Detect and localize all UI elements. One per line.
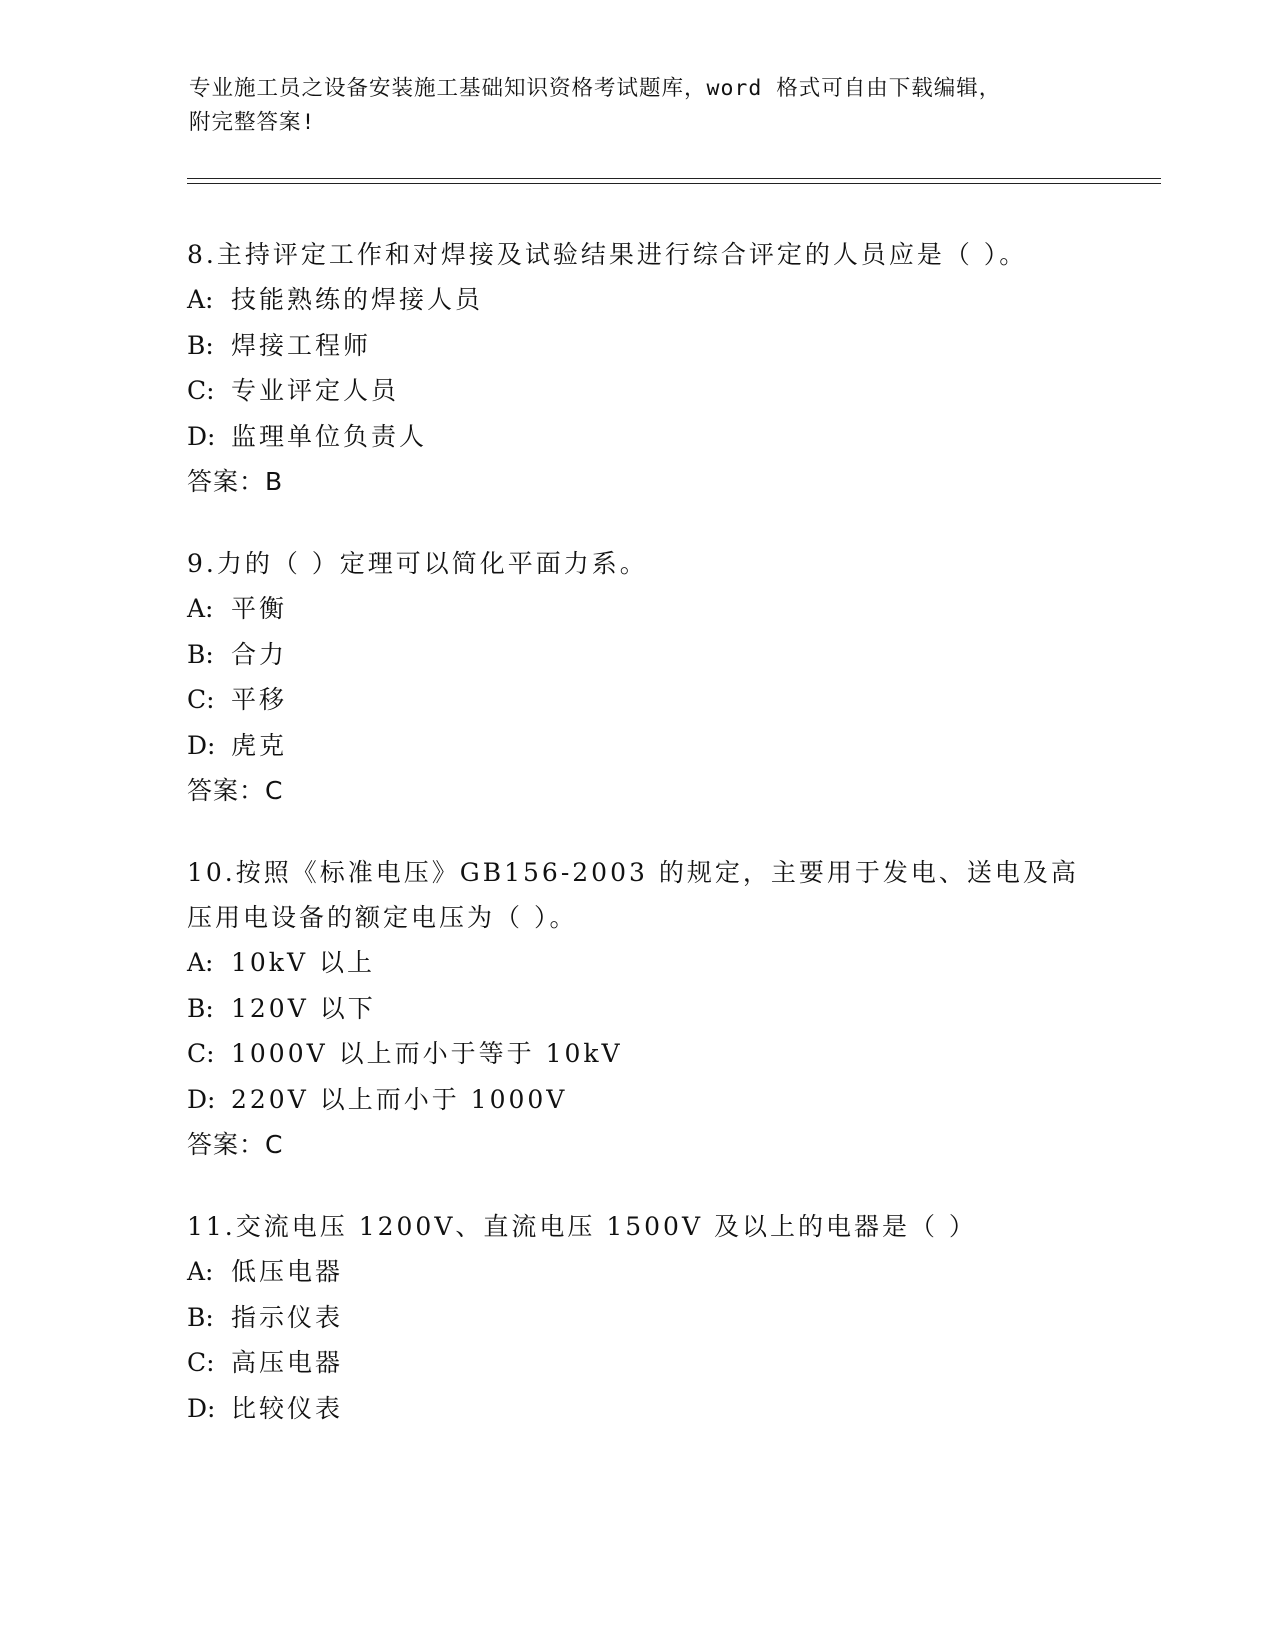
option-a [187, 586, 1087, 632]
option-text: 10kV 以上 [231, 948, 375, 977]
option-letter: A: [187, 594, 214, 623]
header-line-1: 专业施工员之设备安装施工基础知识资格考试题库，word 格式可自由下载编辑， [189, 76, 1002, 101]
question-10 [187, 850, 1087, 1168]
option-b [187, 1295, 1087, 1341]
option-text: 技能熟练的焊接人员 [231, 285, 484, 314]
option-text: 平衡 [231, 594, 288, 623]
question-stem: 9.力的（ ）定理可以简化平面力系。 [187, 549, 648, 578]
option-letter: C: [187, 1039, 215, 1068]
option-a [187, 940, 1087, 986]
option-d [187, 1077, 1087, 1123]
option-letter: A: [187, 285, 214, 314]
question-stem: 11.交流电压 1200V、直流电压 1500V 及以上的电器是（ ） [187, 1212, 977, 1241]
option-letter: A: [187, 1257, 214, 1286]
option-letter: D: [187, 421, 216, 451]
option-d [187, 723, 1087, 769]
option-b [187, 986, 1087, 1032]
option-letter: C: [187, 685, 215, 714]
question-stem: 8.主持评定工作和对焊接及试验结果进行综合评定的人员应是（ ）。 [187, 240, 1028, 269]
option-text: 监理单位负责人 [231, 421, 428, 451]
option-c [187, 1340, 1087, 1386]
option-a [187, 1249, 1087, 1295]
question-9 [187, 541, 1087, 814]
option-letter: B: [187, 330, 214, 360]
option-text: 合力 [231, 639, 288, 669]
option-letter: C: [187, 376, 215, 405]
option-letter: D: [187, 1393, 216, 1423]
option-text: 120V 以下 [231, 993, 376, 1023]
answer-label: 答案：B [187, 467, 284, 496]
option-letter: B: [187, 1302, 214, 1332]
option-text: 平移 [231, 685, 288, 714]
header-divider [187, 178, 1161, 184]
option-c [187, 1031, 1087, 1077]
document-header [189, 72, 1069, 140]
option-text: 1000V 以上而小于等于 10kV [231, 1039, 623, 1068]
option-text: 220V 以上而小于 1000V [231, 1084, 568, 1114]
option-letter: A: [187, 948, 214, 977]
option-letter: D: [187, 730, 216, 760]
option-letter: C: [187, 1348, 215, 1377]
option-c [187, 368, 1087, 414]
question-stem: 10.按照《标准电压》GB156-2003 的规定，主要用于发电、送电及高压用电设备的额定电压为（ ）。 [187, 858, 1079, 932]
option-a [187, 277, 1087, 323]
option-b [187, 323, 1087, 369]
option-text: 指示仪表 [231, 1302, 344, 1332]
option-d [187, 414, 1087, 460]
option-letter: B: [187, 639, 214, 669]
option-text: 高压电器 [231, 1348, 344, 1377]
option-b [187, 632, 1087, 678]
question-8 [187, 232, 1087, 505]
option-letter: B: [187, 993, 214, 1023]
answer-label: 答案：C [187, 1130, 284, 1159]
option-text: 专业评定人员 [231, 376, 400, 405]
option-text: 虎克 [231, 730, 288, 760]
answer-label: 答案：C [187, 776, 284, 805]
option-d [187, 1386, 1087, 1432]
question-11 [187, 1204, 1087, 1431]
question-list [187, 232, 1087, 1467]
option-text: 比较仪表 [231, 1393, 344, 1423]
header-line-2: 附完整答案! [189, 110, 316, 135]
option-c [187, 677, 1087, 723]
option-letter: D: [187, 1084, 216, 1114]
option-text: 低压电器 [231, 1257, 344, 1286]
option-text: 焊接工程师 [231, 330, 372, 360]
